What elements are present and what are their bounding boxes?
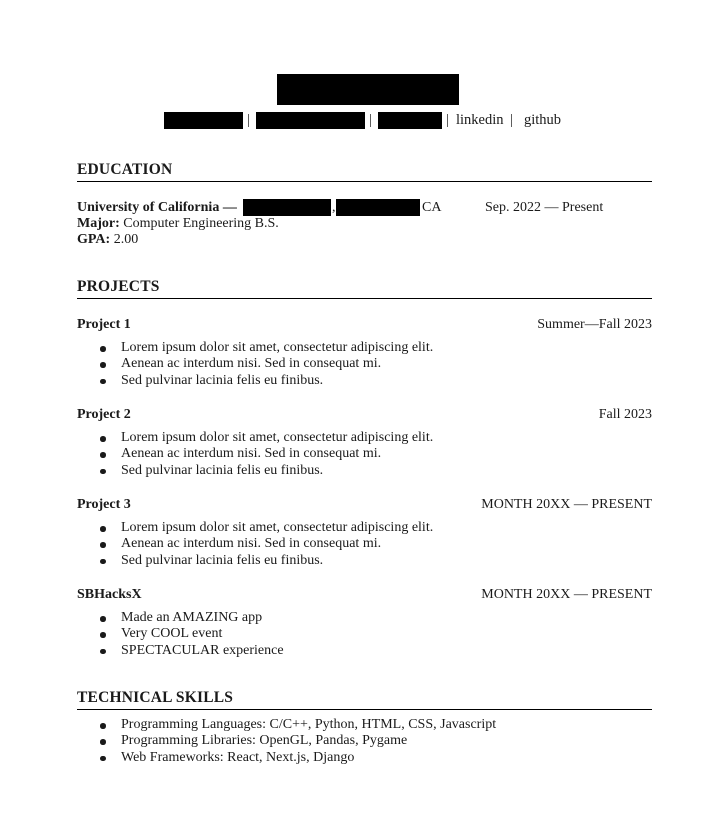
school-state: CA: [422, 200, 442, 215]
sbhacks-bullets: [77, 610, 652, 659]
linkedin-link[interactable]: linkedin: [456, 112, 504, 128]
skills-section-heading: [77, 688, 652, 710]
gpa-label: GPA:: [77, 232, 111, 247]
redacted-contact-2: [256, 112, 365, 129]
skills-bullets: [77, 717, 652, 766]
list-item: Lorem ipsum dolor sit amet, consectetur adipiscing elit.: [77, 430, 652, 446]
sbhacks-name: SBHacksX: [77, 587, 142, 602]
github-link[interactable]: github: [524, 112, 562, 128]
major-value: Computer Engineering B.S.: [123, 216, 279, 231]
project-3-name: Project 3: [77, 497, 131, 512]
list-item: SPECTACULAR experience: [77, 643, 652, 659]
project-2-dates: Fall 2023: [598, 407, 652, 422]
project-3-header: [77, 496, 652, 514]
school-name: University of California —: [77, 200, 237, 215]
list-item: Lorem ipsum dolor sit amet, consectetur adipiscing elit.: [77, 520, 652, 536]
project-3-dates: MONTH 20XX — PRESENT: [481, 497, 652, 512]
list-item: Sed pulvinar lacinia felis eu finibus.: [77, 373, 652, 389]
education-dates: Sep. 2022 — Present: [485, 200, 604, 215]
contact-separator-3: |: [446, 112, 449, 128]
redacted-name: [277, 74, 459, 105]
section-title-projects: PROJECTS: [77, 277, 652, 299]
sbhacks-header: [77, 586, 652, 604]
project-1-dates: Summer—Fall 2023: [537, 317, 652, 332]
list-item: Aenean ac interdum nisi. Sed in consequat mi.: [77, 446, 652, 462]
project-1-bullets: [77, 340, 652, 389]
school-line: [77, 199, 237, 216]
redacted-campus: [243, 199, 331, 216]
list-item: Very COOL event: [77, 626, 652, 642]
education-section-heading: [77, 160, 652, 182]
section-title-skills: TECHNICAL SKILLS: [77, 688, 652, 710]
contact-separator-2: |: [369, 112, 372, 128]
contact-separator-1: |: [247, 112, 250, 128]
redacted-city: [336, 199, 420, 216]
redacted-contact-3: [378, 112, 442, 129]
gpa-value: 2.00: [113, 232, 139, 247]
list-item: Sed pulvinar lacinia felis eu finibus.: [77, 463, 652, 479]
project-2-bullets: [77, 430, 652, 479]
list-item: Made an AMAZING app: [77, 610, 652, 626]
list-item: Web Frameworks: React, Next.js, Django: [77, 750, 652, 766]
major-label: Major:: [77, 216, 120, 231]
project-3-bullets: [77, 520, 652, 569]
project-1-name: Project 1: [77, 317, 131, 332]
project-1-header: [77, 316, 652, 334]
list-item: Programming Libraries: OpenGL, Pandas, Pygame: [77, 733, 652, 749]
project-2-header: [77, 406, 652, 424]
sbhacks-dates: MONTH 20XX — PRESENT: [481, 587, 652, 602]
section-title-education: EDUCATION: [77, 160, 652, 182]
projects-section-heading: [77, 277, 652, 299]
list-item: Lorem ipsum dolor sit amet, consectetur adipiscing elit.: [77, 340, 652, 356]
list-item: Aenean ac interdum nisi. Sed in consequat mi.: [77, 536, 652, 552]
list-item: Aenean ac interdum nisi. Sed in consequat mi.: [77, 356, 652, 372]
project-2-name: Project 2: [77, 407, 131, 422]
gpa-line: [77, 231, 138, 248]
contact-separator-4: |: [510, 112, 513, 128]
redacted-contact-1: [164, 112, 243, 129]
school-comma: ,: [332, 200, 336, 215]
major-line: [77, 215, 279, 232]
list-item: Programming Languages: C/C++, Python, HTML, CSS, Javascript: [77, 717, 652, 733]
list-item: Sed pulvinar lacinia felis eu finibus.: [77, 553, 652, 569]
